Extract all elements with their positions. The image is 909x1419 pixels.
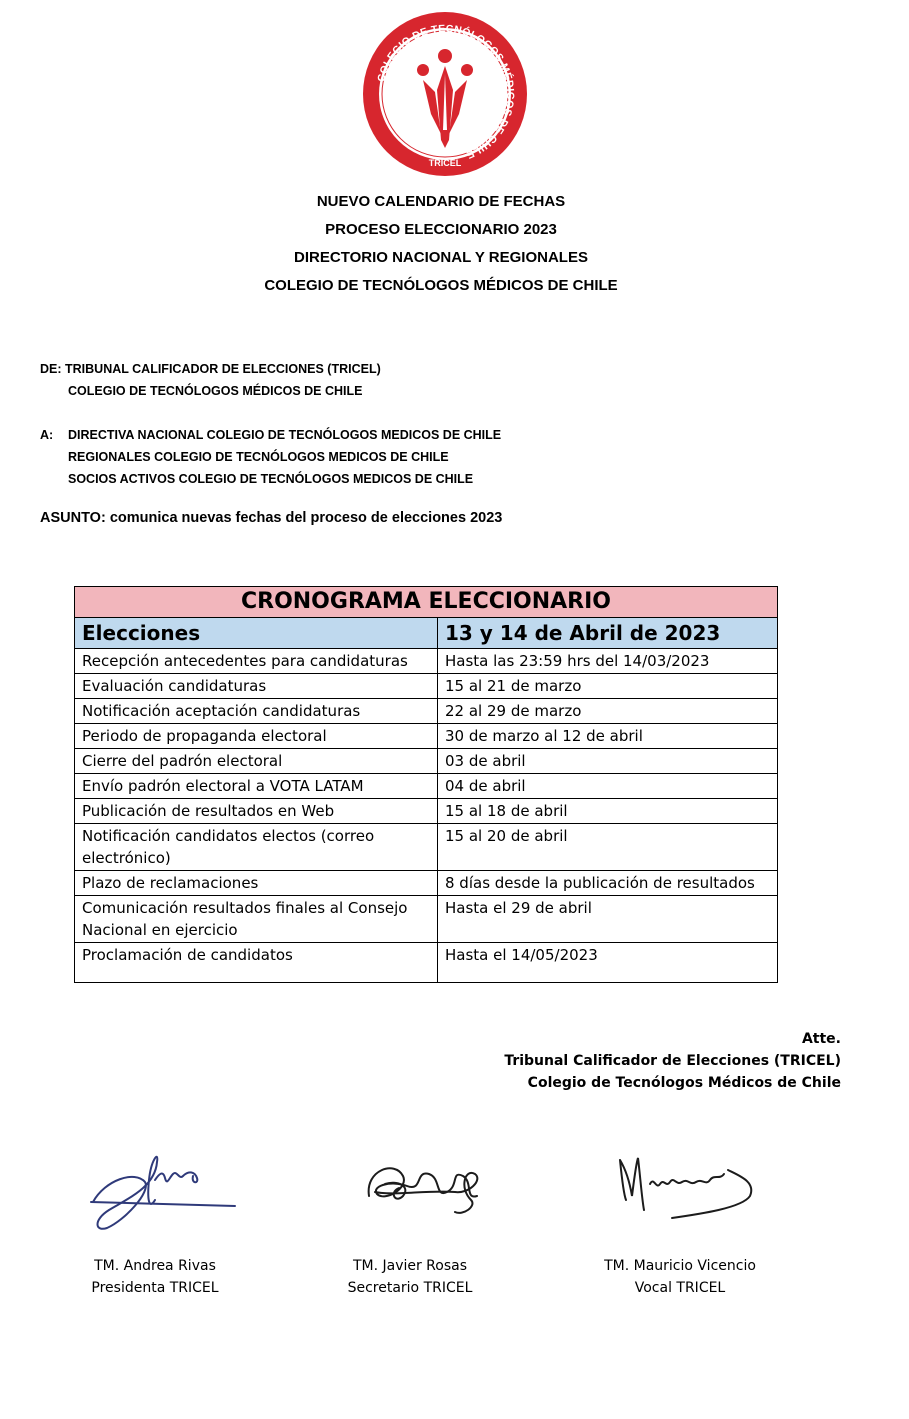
to-line-3: SOCIOS ACTIVOS COLEGIO DE TECNÓLOGOS MEDICOS DE CHILE bbox=[68, 472, 474, 486]
row-activity: Publicación de resultados en Web bbox=[75, 799, 438, 824]
table-row bbox=[75, 871, 778, 896]
closing-tribunal: Tribunal Calificador de Elecciones (TRICEL) bbox=[504, 1053, 841, 1069]
table-row bbox=[75, 774, 778, 799]
row-activity: Comunicación resultados finales al Consejo Nacional en ejercicio bbox=[75, 896, 438, 943]
closing-block bbox=[504, 1028, 841, 1094]
title-line-3: DIRECTORIO NACIONAL Y REGIONALES bbox=[294, 249, 588, 266]
row-date: 15 al 18 de abril bbox=[438, 799, 778, 824]
row-activity: Notificación candidatos electos (correo electrónico) bbox=[75, 824, 438, 871]
row-date: 15 al 20 de abril bbox=[438, 824, 778, 871]
signer-2-name: TM. Javier Rosas bbox=[352, 1258, 468, 1274]
closing-colegio: Colegio de Tecnólogos Médicos de Chile bbox=[527, 1075, 841, 1091]
row-date: 15 al 21 de marzo bbox=[438, 674, 778, 699]
title-line-2: PROCESO ELECCIONARIO 2023 bbox=[325, 221, 557, 238]
row-date: 8 días desde la publicación de resultados bbox=[438, 871, 778, 896]
signature-mauricio-vicencio bbox=[610, 1140, 780, 1240]
signer-1-role: Presidenta TRICEL bbox=[91, 1280, 219, 1296]
signature-javier-rosas bbox=[355, 1140, 525, 1240]
row-date: 30 de marzo al 12 de abril bbox=[438, 724, 778, 749]
row-date: 03 de abril bbox=[438, 749, 778, 774]
document-titles bbox=[0, 192, 882, 304]
row-activity: Notificación aceptación candidaturas bbox=[75, 699, 438, 724]
subject-text: comunica nuevas fechas del proceso de elecciones 2023 bbox=[109, 510, 503, 526]
row-activity: Periodo de propaganda electoral bbox=[75, 724, 438, 749]
signer-3-name: TM. Mauricio Vicencio bbox=[604, 1258, 756, 1274]
row-date: Hasta las 23:59 hrs del 14/03/2023 bbox=[438, 649, 778, 674]
table-row bbox=[75, 649, 778, 674]
schedule-table bbox=[74, 586, 778, 983]
from-line-2: COLEGIO DE TECNÓLOGOS MÉDICOS DE CHILE bbox=[68, 384, 363, 398]
title-line-4: COLEGIO DE TECNÓLOGOS MÉDICOS DE CHILE bbox=[264, 277, 618, 294]
svg-text:TRICEL: TRICEL bbox=[428, 158, 462, 168]
row-activity: Recepción antecedentes para candidaturas bbox=[75, 649, 438, 674]
table-row bbox=[75, 749, 778, 774]
from-block bbox=[40, 358, 381, 402]
row-activity: Plazo de reclamaciones bbox=[75, 871, 438, 896]
table-row bbox=[75, 699, 778, 724]
row-activity: Envío padrón electoral a VOTA LATAM bbox=[75, 774, 438, 799]
header-date: 13 y 14 de Abril de 2023 bbox=[438, 618, 778, 649]
signature-andrea-rivas bbox=[85, 1140, 255, 1240]
subject-label: ASUNTO: bbox=[40, 510, 106, 526]
row-activity: Proclamación de candidatos bbox=[75, 943, 438, 983]
to-line-2: REGIONALES COLEGIO DE TECNÓLOGOS MEDICOS DE CHILE bbox=[68, 450, 449, 464]
subject-line bbox=[40, 510, 502, 526]
from-label: DE: bbox=[40, 362, 62, 376]
row-date: 04 de abril bbox=[438, 774, 778, 799]
to-block bbox=[40, 424, 501, 490]
signer-1 bbox=[55, 1255, 255, 1299]
tricel-logo bbox=[361, 10, 529, 178]
to-line-1: DIRECTIVA NACIONAL COLEGIO DE TECNÓLOGOS MEDICOS DE CHILE bbox=[68, 428, 502, 442]
closing-atte: Atte. bbox=[801, 1031, 841, 1047]
signer-3 bbox=[570, 1255, 790, 1299]
table-row bbox=[75, 824, 778, 871]
table-row bbox=[75, 896, 778, 943]
row-activity: Evaluación candidaturas bbox=[75, 674, 438, 699]
table-row bbox=[75, 799, 778, 824]
table-row bbox=[75, 943, 778, 983]
table-row bbox=[75, 674, 778, 699]
row-date: Hasta el 14/05/2023 bbox=[438, 943, 778, 983]
signer-1-name: TM. Andrea Rivas bbox=[94, 1258, 216, 1274]
row-date: Hasta el 29 de abril bbox=[438, 896, 778, 943]
title-line-1: NUEVO CALENDARIO DE FECHAS bbox=[316, 193, 566, 210]
row-date: 22 al 29 de marzo bbox=[438, 699, 778, 724]
row-activity: Cierre del padrón electoral bbox=[75, 749, 438, 774]
signer-3-role: Vocal TRICEL bbox=[634, 1280, 726, 1296]
signer-2 bbox=[310, 1255, 510, 1299]
header-elecciones: Elecciones bbox=[75, 618, 438, 649]
to-label: A: bbox=[40, 428, 54, 442]
from-line-1: TRIBUNAL CALIFICADOR DE ELECCIONES (TRICEL) bbox=[65, 362, 381, 376]
table-row bbox=[75, 724, 778, 749]
svg-text:COLEGIO DE TECNÓLOGOS MÉDICOS: COLEGIO DE TECNÓLOGOS MÉDICOS DE CHILE bbox=[375, 22, 517, 161]
table-title: CRONOGRAMA ELECCIONARIO bbox=[75, 587, 778, 618]
signer-2-role: Secretario TRICEL bbox=[347, 1280, 473, 1296]
